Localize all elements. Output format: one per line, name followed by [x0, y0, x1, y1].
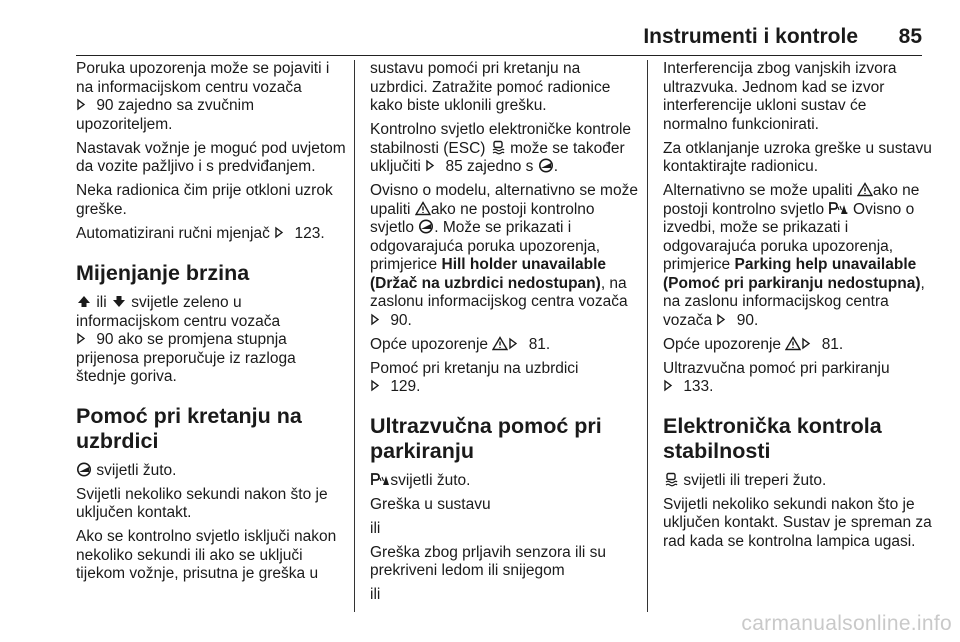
- paragraph: Greška u sustavu: [370, 495, 491, 513]
- hill-hold-icon: [76, 462, 92, 477]
- paragraph: Ako se kontrolno svjetlo isključi nakon nekoliko sekundi ili ako se uključi tijekom vožnje, prisutna je greška u: [76, 528, 337, 582]
- paragraph: Opće upozorenje 81.: [663, 335, 844, 353]
- page-ref-triangle-icon: [370, 312, 386, 327]
- column-middle: [370, 60, 640, 610]
- warning-triangle-icon: [857, 182, 873, 197]
- paragraph: svijetli ili treperi žuto.: [663, 472, 933, 491]
- watermark: carmanualsonline.info: [741, 612, 952, 635]
- paragraph: ili svijetle zeleno u informacijskom centru vozača 90 ako se promjena stupnja prijenosa preporučuje iz razloga štednje goriva.: [76, 294, 296, 385]
- column-right: [663, 60, 933, 557]
- page-ref-triangle-icon: [716, 312, 732, 327]
- hill-hold-icon: [418, 219, 434, 234]
- column-left: [76, 60, 346, 589]
- heading-hill-start: Pomoć pri kretanju na uzbrdici: [76, 403, 302, 453]
- paragraph: Ultrazvučna pomoć pri parkiranju 133.: [663, 359, 890, 395]
- paragraph: Poruka upozorenja može se pojaviti i na informacijskom centru vozača 90 zajedno sa zvučnim upozoriteljem.: [76, 60, 330, 133]
- paragraph: Ovisno o modelu, alternativno se može upaliti ako ne postoji kontrolno svjetlo . Može se prikazati i odgovarajuća poruka upozorenja, primjerice Hill holder unavailable (Držač na uzbrdici nedostupan), na zaslonu informacijskog centra vozača 90.: [370, 182, 638, 329]
- downshift-arrow-icon: [111, 294, 127, 309]
- paragraph: Nastavak vožnje je moguć pod uvjetom da vozite pažljivo i s predviđanjem.: [76, 139, 346, 175]
- paragraph: Za otklanjanje uzroka greške u sustavu kontaktirajte radionicu.: [663, 139, 932, 175]
- page-ref-triangle-icon: [274, 225, 290, 240]
- page-ref-triangle-icon: [801, 336, 817, 351]
- page-number: 85: [898, 25, 922, 48]
- esc-skid-car-icon: [490, 140, 506, 155]
- header-divider: [76, 55, 922, 56]
- esc-skid-car-icon: [663, 472, 679, 487]
- warning-triangle-icon: [492, 336, 508, 351]
- section-title: Instrumenti i kontrole: [643, 25, 858, 48]
- page-ref-triangle-icon: [425, 158, 441, 173]
- paragraph: Svijetli nekoliko sekundi nakon što je uključen kontakt.: [76, 485, 328, 521]
- paragraph: Greška zbog prljavih senzora ili su prekriveni ledom ili snijegom: [370, 543, 607, 579]
- page-ref-triangle-icon: [370, 378, 386, 393]
- upshift-arrow-icon: [76, 294, 92, 309]
- page-ref-triangle-icon: [76, 331, 92, 346]
- heading-parking-assist: Ultrazvučna pomoć pri parkiranju: [370, 413, 602, 463]
- paragraph: sustavu pomoći pri kretanju na uzbrdici. Zatražite pomoć radionice kako biste uklonili grešku.: [370, 60, 611, 114]
- paragraph: Alternativno se može upaliti ako ne postoji kontrolno svjetlo . Ovisno o izvedbi, može se prikazati i odgovarajuća poruka upozorenja, primjerice Parking help unavailable (Pomoć pri parkiranju nedostupna), na zaslonu informacijskog centra vozača 90.: [663, 182, 925, 329]
- paragraph: svijetli žuto.: [370, 472, 640, 491]
- page-header: [0, 0, 960, 56]
- parking-sensor-icon: [370, 472, 386, 487]
- page-ref-triangle-icon: [663, 378, 679, 393]
- column-divider: [354, 60, 355, 612]
- paragraph: ili: [370, 519, 381, 537]
- page-ref-triangle-icon: [508, 336, 524, 351]
- paragraph: Automatizirani ručni mjenjač 123.: [76, 224, 325, 242]
- paragraph: Interferencija zbog vanjskih izvora ultrazvuka. Jednom kad se izvor interferencije ukloni sustav će normalno funkcionirati.: [663, 60, 897, 133]
- message-text: Hill holder unavailable (Držač na uzbrdici nedostupan): [370, 256, 607, 292]
- column-divider: [647, 60, 648, 612]
- hill-hold-icon: [538, 158, 554, 173]
- paragraph: ili: [370, 586, 381, 603]
- parking-sensor-icon: [828, 201, 844, 216]
- heading-esc: Elektronička kontrola stabilnosti: [663, 413, 882, 463]
- warning-triangle-icon: [785, 336, 801, 351]
- paragraph: Neka radionica čim prije otkloni uzrok greške.: [76, 182, 333, 218]
- warning-triangle-icon: [415, 201, 431, 216]
- heading-gear-shift: Mijenjanje brzina: [76, 261, 250, 285]
- page-ref-triangle-icon: [76, 97, 92, 112]
- paragraph: Pomoć pri kretanju na uzbrdici 129.: [370, 359, 579, 395]
- paragraph: svijetli žuto.: [76, 462, 346, 481]
- paragraph: Opće upozorenje 81.: [370, 335, 551, 353]
- paragraph: Svijetli nekoliko sekundi nakon što je uključen kontakt. Sustav je spreman za rad kada se kontrolna lampica ugasi.: [663, 495, 932, 550]
- message-text: Parking help unavailable (Pomoć pri parkiranju nedostupna): [663, 256, 921, 292]
- paragraph: Kontrolno svjetlo elektroničke kontrole stabilnosti (ESC) može se također uključiti 85 zajedno s .: [370, 121, 632, 175]
